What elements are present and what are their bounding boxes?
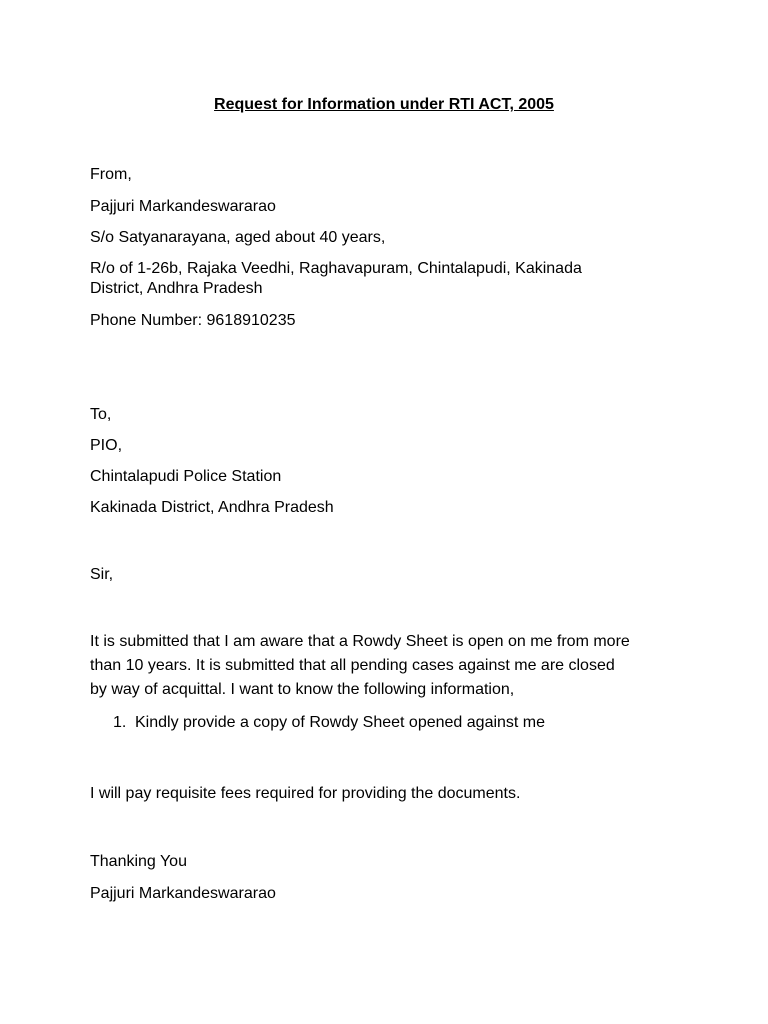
- recipient-station: Chintalapudi Police Station: [90, 468, 282, 485]
- salutation: Sir,: [90, 566, 114, 583]
- recipient-officer: PIO,: [90, 437, 123, 454]
- fees-note: I will pay requisite fees required for providing the documents.: [90, 785, 521, 802]
- signature-name: Pajjuri Markandeswararao: [90, 885, 276, 902]
- request-item-text: Kindly provide a copy of Rowdy Sheet opened against me: [135, 714, 546, 731]
- body-line-3: by way of acquittal. I want to know the following information,: [90, 681, 515, 698]
- sender-address-line-2: District, Andhra Pradesh: [90, 280, 263, 297]
- document-title: Request for Information under RTI ACT, 2005: [214, 96, 554, 113]
- request-item-number: 1.: [113, 714, 127, 731]
- recipient-district: Kakinada District, Andhra Pradesh: [90, 499, 334, 516]
- to-heading: To,: [90, 406, 112, 423]
- sender-address-line-1: R/o of 1-26b, Rajaka Veedhi, Raghavapuram, Chintalapudi, Kakinada: [90, 260, 582, 277]
- body-line-2: than 10 years. It is submitted that all pending cases against me are closed: [90, 657, 615, 674]
- sender-parentage: S/o Satyanarayana, aged about 40 years,: [90, 229, 386, 246]
- closing: Thanking You: [90, 853, 187, 870]
- from-heading: From,: [90, 166, 132, 183]
- sender-name: Pajjuri Markandeswararao: [90, 198, 276, 215]
- body-line-1: It is submitted that I am aware that a Rowdy Sheet is open on me from more: [90, 633, 630, 650]
- sender-phone: Phone Number: 9618910235: [90, 312, 296, 329]
